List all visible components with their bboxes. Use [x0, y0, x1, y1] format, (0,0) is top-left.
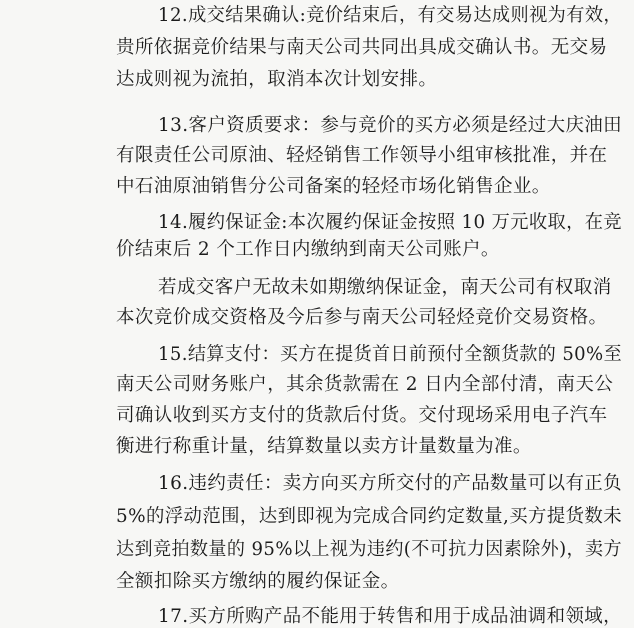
text-line [0, 431, 634, 463]
line-text: 司确认收到买方支付的货款后付货。交付现场采用电子汽车 [116, 405, 608, 426]
text-line [0, 566, 634, 598]
text-line [0, 140, 634, 172]
line-text: 价结束后 2 个工作日内缴纳到南天公司账户。 [116, 239, 500, 260]
text-line [0, 234, 634, 266]
text-line [0, 601, 634, 633]
text-line [0, 272, 634, 304]
line-text: 达到竞拍数量的 95%以上视为违约(不可抗力因素除外)，卖方 [116, 539, 623, 560]
text-line [0, 534, 634, 566]
text-line [0, 302, 634, 334]
line-text: 达成则视为流拍，取消本次计划安排。 [116, 69, 438, 90]
text-line [0, 501, 634, 533]
line-text: 中石油原油销售分公司备案的轻烃市场化销售企业。 [116, 176, 551, 197]
text-line [0, 0, 634, 32]
line-text: 5%的浮动范围，达到即视为完成合同约定数量,买方提货数未 [116, 506, 622, 527]
line-text: 全额扣除买方缴纳的履约保证金。 [116, 571, 400, 592]
line-text: 15.结算支付：买方在提货首日前预付全额货款的 50%至 [158, 344, 622, 365]
line-text: 贵所依据竞价结果与南天公司共同出具成交确认书。无交易 [116, 37, 608, 58]
line-text: 13.客户资质要求：参与竞价的买方必须是经过大庆油田 [158, 115, 622, 136]
text-line [0, 110, 634, 142]
line-text: 衡进行称重计量，结算数量以卖方计量数量为准。 [116, 436, 532, 457]
line-text: 16.违约责任：卖方向买方所交付的产品数量可以有正负 [158, 473, 622, 494]
text-line [0, 32, 634, 64]
line-text: 12.成交结果确认:竞价结束后，有交易达成则视为有效， [158, 5, 622, 26]
line-text: 若成交客户无故未如期缴纳保证金，南天公司有权取消 [158, 277, 612, 298]
text-line [0, 468, 634, 500]
line-text: 本次竞价成交资格及今后参与南天公司轻烃竞价交易资格。 [116, 307, 608, 328]
text-line [0, 369, 634, 401]
line-text: 南天公司财务账户，其余货款需在 2 日内全部付清，南天公 [116, 374, 614, 395]
line-text: 17.买方所购产品不能用于转售和用于成品油调和领域， [158, 606, 622, 627]
line-text: 14.履约保证金:本次履约保证金按照 10 万元收取，在竞 [158, 212, 622, 233]
text-line [0, 400, 634, 432]
text-line [0, 339, 634, 371]
text-line [0, 171, 634, 203]
line-text: 有限责任公司原油、轻烃销售工作领导小组审核批准，并在 [116, 145, 608, 166]
text-line [0, 64, 634, 96]
